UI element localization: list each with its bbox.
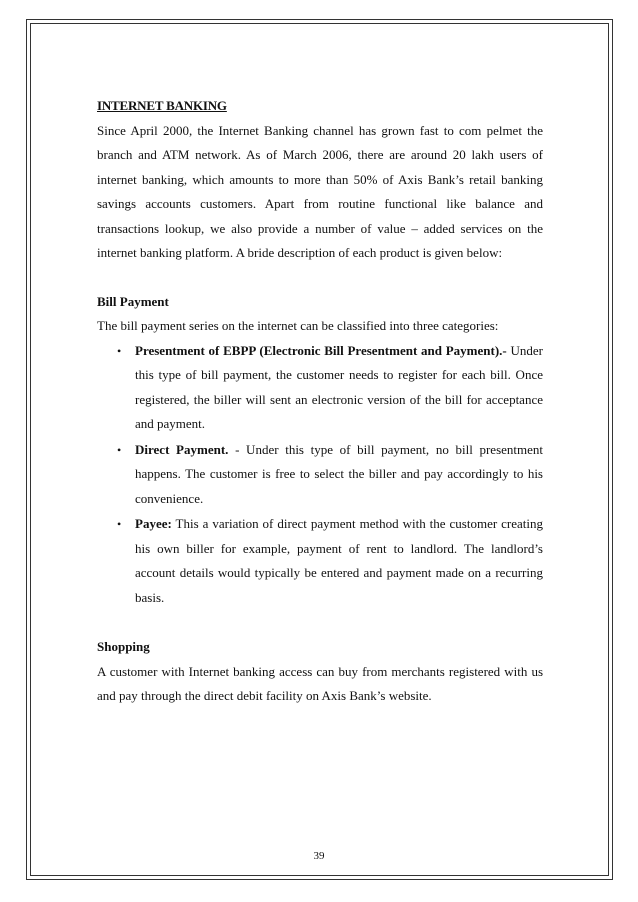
list-item: [97, 339, 543, 437]
internet-banking-heading: INTERNET BANKING: [97, 98, 227, 113]
bullet-icon: •: [117, 442, 122, 457]
list-item-text: This a variation of direct payment method with the customer creating his own biller for example, payment of rent to landlord. The landlord’s account details would typically be entered and payment made on a recurring basis.: [135, 516, 543, 605]
bill-payment-intro: The bill payment series on the internet can be classified into three categories:: [97, 318, 499, 333]
list-item-title: Payee:: [135, 516, 172, 531]
document-body: [97, 94, 543, 709]
spacer: [97, 611, 543, 635]
bill-payment-list: [97, 339, 543, 611]
spacer: [97, 266, 543, 290]
page-number: 39: [313, 850, 325, 862]
bullet-icon: •: [117, 343, 122, 358]
list-item: [97, 512, 543, 610]
list-item-title: Direct Payment.: [135, 441, 229, 457]
shopping-paragraph: A customer with Internet banking access can buy from merchants registered with us and pay through the direct debit facility on Axis Bank’s website.: [97, 663, 543, 703]
list-item-text: Under this type of bill payment, the customer needs to register for each bill. Once registered, the biller will sent an electronic version of the bill for acceptance and payment.: [135, 342, 543, 431]
list-item-text: - Under this type of bill payment, no bill presentment happens. The customer is free to select the biller and pay accordingly to his convenience.: [135, 441, 543, 506]
list-item: [97, 438, 543, 512]
bill-payment-heading: Bill Payment: [97, 293, 169, 309]
list-item-title: Presentment of EBPP (Electronic Bill Presentment and Payment).-: [135, 342, 507, 358]
shopping-heading: Shopping: [97, 639, 150, 654]
internet-banking-paragraph: Since April 2000, the Internet Banking channel has grown fast to com pelmet the branch and ATM network. As of March 2006, there are around 20 lakh users of internet banking, which amounts to more than 50% of Axis Bank’s retail banking savings accounts customers. Apart from routine functional like balance and transactions lookup, we also provide a number of value – added services on the internet banking platform. A bride description of each product is given below:: [97, 122, 543, 260]
bullet-icon: •: [117, 517, 122, 531]
